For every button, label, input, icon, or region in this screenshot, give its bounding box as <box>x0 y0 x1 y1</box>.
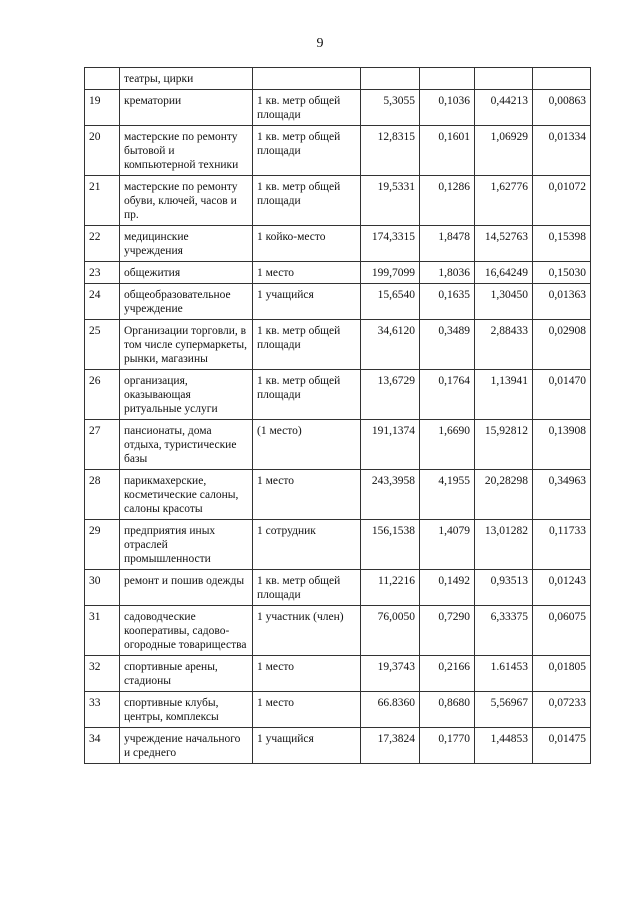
value-3-cell: 0,93513 <box>475 570 533 606</box>
table-row <box>85 284 591 320</box>
value-1-cell: 156,1538 <box>361 520 420 570</box>
value-3-cell: 5,56967 <box>475 692 533 728</box>
value-4-cell <box>533 68 591 90</box>
row-number-cell: 25 <box>85 320 120 370</box>
value-1-cell: 199,7099 <box>361 262 420 284</box>
page-number: 9 <box>316 36 324 51</box>
table-row <box>85 728 591 764</box>
value-1-cell <box>361 68 420 90</box>
value-3-cell: 20,28298 <box>475 470 533 520</box>
row-number-cell: 24 <box>85 284 120 320</box>
value-1-cell: 66.8360 <box>361 692 420 728</box>
value-2-cell <box>420 68 475 90</box>
row-number-cell: 26 <box>85 370 120 420</box>
table-row <box>85 90 591 126</box>
unit-of-measure-cell: 1 кв. метр общей площади <box>253 126 361 176</box>
row-number-cell: 29 <box>85 520 120 570</box>
value-3-cell: 0,44213 <box>475 90 533 126</box>
object-name-cell: крематории <box>120 90 253 126</box>
value-2-cell: 1,6690 <box>420 420 475 470</box>
row-number-cell: 33 <box>85 692 120 728</box>
unit-of-measure-cell: 1 кв. метр общей площади <box>253 176 361 226</box>
value-2-cell: 0,1036 <box>420 90 475 126</box>
table-body <box>85 68 591 764</box>
table-row <box>85 606 591 656</box>
row-number-cell: 28 <box>85 470 120 520</box>
row-number-cell: 34 <box>85 728 120 764</box>
value-1-cell: 13,6729 <box>361 370 420 420</box>
value-2-cell: 1,8036 <box>420 262 475 284</box>
value-2-cell: 0,1492 <box>420 570 475 606</box>
object-name-cell: Организации торговли, в том числе супермаркеты, рынки, магазины <box>120 320 253 370</box>
row-number-cell: 23 <box>85 262 120 284</box>
value-4-cell: 0,34963 <box>533 470 591 520</box>
norms-table <box>84 67 591 764</box>
object-name-cell: учреждение начального и среднего <box>120 728 253 764</box>
value-2-cell: 0,8680 <box>420 692 475 728</box>
value-3-cell: 1,30450 <box>475 284 533 320</box>
object-name-cell: медицинские учреждения <box>120 226 253 262</box>
value-3-cell: 14,52763 <box>475 226 533 262</box>
value-3-cell: 1,13941 <box>475 370 533 420</box>
value-4-cell: 0,06075 <box>533 606 591 656</box>
value-4-cell: 0,15030 <box>533 262 591 284</box>
unit-of-measure-cell: 1 участник (член) <box>253 606 361 656</box>
value-2-cell: 0,1770 <box>420 728 475 764</box>
value-3-cell: 16,64249 <box>475 262 533 284</box>
unit-of-measure-cell: 1 кв. метр общей площади <box>253 320 361 370</box>
table-row <box>85 420 591 470</box>
value-2-cell: 1,8478 <box>420 226 475 262</box>
object-name-cell: общеобразовательное учреждение <box>120 284 253 320</box>
table-row <box>85 226 591 262</box>
value-2-cell: 0,1286 <box>420 176 475 226</box>
value-2-cell: 4,1955 <box>420 470 475 520</box>
table-row <box>85 692 591 728</box>
value-4-cell: 0,01805 <box>533 656 591 692</box>
row-number-cell: 22 <box>85 226 120 262</box>
value-1-cell: 191,1374 <box>361 420 420 470</box>
value-4-cell: 0,07233 <box>533 692 591 728</box>
value-4-cell: 0,02908 <box>533 320 591 370</box>
unit-of-measure-cell <box>253 68 361 90</box>
value-4-cell: 0,11733 <box>533 520 591 570</box>
table-row <box>85 370 591 420</box>
value-3-cell: 2,88433 <box>475 320 533 370</box>
value-1-cell: 174,3315 <box>361 226 420 262</box>
value-2-cell: 0,1601 <box>420 126 475 176</box>
object-name-cell: мастерские по ремонту обуви, ключей, часов и пр. <box>120 176 253 226</box>
unit-of-measure-cell: 1 место <box>253 692 361 728</box>
object-name-cell: предприятия иных отраслей промышленности <box>120 520 253 570</box>
unit-of-measure-cell: 1 койко-место <box>253 226 361 262</box>
unit-of-measure-cell: 1 учащийся <box>253 284 361 320</box>
object-name-cell: ремонт и пошив одежды <box>120 570 253 606</box>
value-1-cell: 19,3743 <box>361 656 420 692</box>
unit-of-measure-cell: 1 место <box>253 262 361 284</box>
value-4-cell: 0,15398 <box>533 226 591 262</box>
value-4-cell: 0,01334 <box>533 126 591 176</box>
object-name-cell: мастерские по ремонту бытовой и компьютерной техники <box>120 126 253 176</box>
table-row <box>85 126 591 176</box>
value-1-cell: 5,3055 <box>361 90 420 126</box>
value-3-cell: 13,01282 <box>475 520 533 570</box>
table-row <box>85 570 591 606</box>
unit-of-measure-cell: 1 место <box>253 470 361 520</box>
value-1-cell: 15,6540 <box>361 284 420 320</box>
table-row <box>85 656 591 692</box>
row-number-cell: 19 <box>85 90 120 126</box>
table-row <box>85 68 591 90</box>
value-3-cell: 1.61453 <box>475 656 533 692</box>
object-name-cell: пансионаты, дома отдыха, туристические базы <box>120 420 253 470</box>
object-name-cell: общежития <box>120 262 253 284</box>
value-2-cell: 0,2166 <box>420 656 475 692</box>
value-4-cell: 0,01470 <box>533 370 591 420</box>
value-2-cell: 0,1764 <box>420 370 475 420</box>
value-2-cell: 1,4079 <box>420 520 475 570</box>
value-3-cell: 6,33375 <box>475 606 533 656</box>
object-name-cell: спортивные клубы, центры, комплексы <box>120 692 253 728</box>
unit-of-measure-cell: 1 кв. метр общей площади <box>253 570 361 606</box>
value-4-cell: 0,13908 <box>533 420 591 470</box>
row-number-cell: 27 <box>85 420 120 470</box>
table-row <box>85 520 591 570</box>
value-4-cell: 0,01243 <box>533 570 591 606</box>
unit-of-measure-cell: 1 сотрудник <box>253 520 361 570</box>
unit-of-measure-cell: 1 учащийся <box>253 728 361 764</box>
object-name-cell: театры, цирки <box>120 68 253 90</box>
value-1-cell: 17,3824 <box>361 728 420 764</box>
value-1-cell: 34,6120 <box>361 320 420 370</box>
value-4-cell: 0,01072 <box>533 176 591 226</box>
value-3-cell: 15,92812 <box>475 420 533 470</box>
unit-of-measure-cell: 1 кв. метр общей площади <box>253 370 361 420</box>
table-row <box>85 262 591 284</box>
value-1-cell: 76,0050 <box>361 606 420 656</box>
unit-of-measure-cell: 1 кв. метр общей площади <box>253 90 361 126</box>
table-row <box>85 470 591 520</box>
value-4-cell: 0,01475 <box>533 728 591 764</box>
value-3-cell: 1,44853 <box>475 728 533 764</box>
row-number-cell: 20 <box>85 126 120 176</box>
value-4-cell: 0,00863 <box>533 90 591 126</box>
object-name-cell: организация, оказывающая ритуальные услуги <box>120 370 253 420</box>
value-1-cell: 243,3958 <box>361 470 420 520</box>
row-number-cell: 30 <box>85 570 120 606</box>
object-name-cell: спортивные арены, стадионы <box>120 656 253 692</box>
row-number-cell: 21 <box>85 176 120 226</box>
value-2-cell: 0,7290 <box>420 606 475 656</box>
value-1-cell: 11,2216 <box>361 570 420 606</box>
value-1-cell: 19,5331 <box>361 176 420 226</box>
value-4-cell: 0,01363 <box>533 284 591 320</box>
row-number-cell: 32 <box>85 656 120 692</box>
object-name-cell: садоводческие кооперативы, садово-огородные товарищества <box>120 606 253 656</box>
row-number-cell <box>85 68 120 90</box>
value-2-cell: 0,3489 <box>420 320 475 370</box>
table-row <box>85 320 591 370</box>
value-3-cell: 1,06929 <box>475 126 533 176</box>
value-3-cell: 1,62776 <box>475 176 533 226</box>
row-number-cell: 31 <box>85 606 120 656</box>
value-2-cell: 0,1635 <box>420 284 475 320</box>
object-name-cell: парикмахерские, косметические салоны, салоны красоты <box>120 470 253 520</box>
unit-of-measure-cell: 1 место <box>253 656 361 692</box>
value-3-cell <box>475 68 533 90</box>
unit-of-measure-cell: (1 место) <box>253 420 361 470</box>
value-1-cell: 12,8315 <box>361 126 420 176</box>
table-row <box>85 176 591 226</box>
